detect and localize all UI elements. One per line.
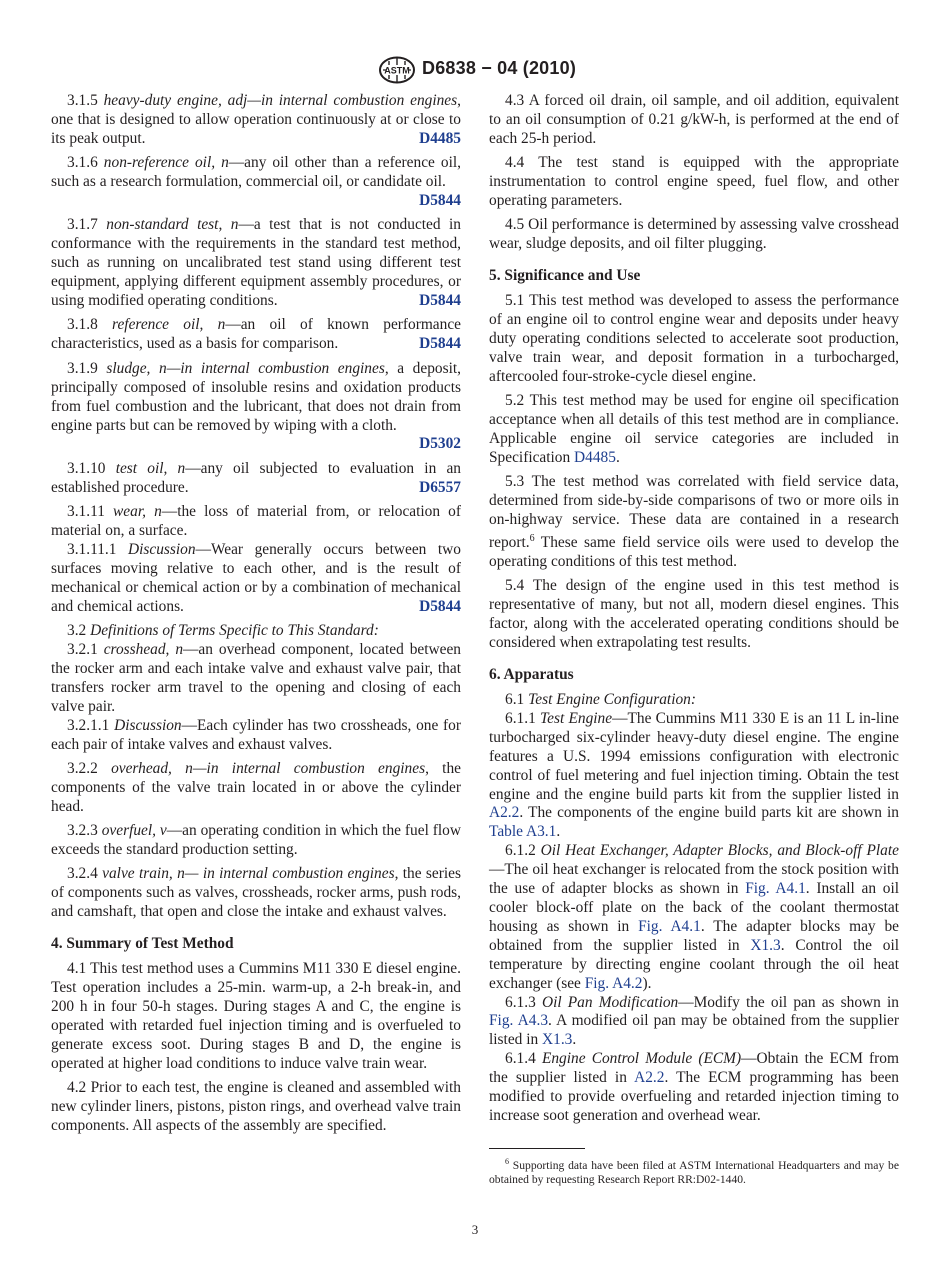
definition-3-2-4: 3.2.4 valve train, n— in internal combustion engines, the series of components such as valves, crossheads, rocker arms, push rods, and camshaft, that open and close the intake and exhaust valves. <box>51 865 461 921</box>
document-id: D6838 − 04 (2010) <box>422 58 577 78</box>
definition-3-2-1-1: 3.2.1.1 Discussion—Each cylinder has two crossheads, one for each pair of intake valves and exhaust valves. <box>51 716 461 753</box>
definition-3-2-1: 3.2.1 crosshead, n—an overhead component, located between the rocker arm and each intake valve and exhaust valve pair, that transfers rocker arm travel to the opening and closing of each valve pair. <box>51 640 461 715</box>
footnote-marker[interactable]: 6 <box>529 533 535 545</box>
paragraph-4-1: 4.1 This test method uses a Cummins M11 330 E diesel engine. Test operation includes a 25-min. warm-up, a 2-h break-in, and 200 h in four 50-h stages. During stages A and C, the engine is operated with retarded fuel injection timing and is overfueled to generate excess soot. During stages B and D, the engine is operated at higher load conditions to induce valve train wear. <box>51 960 461 1072</box>
page-header <box>0 56 950 86</box>
definition-3-1-6: 3.1.6 non-reference oil, n—any oil other than a reference oil, such as a research formulation, commercial oil, or candidate oil. D5844 <box>51 154 461 210</box>
footnote-divider <box>489 1148 585 1149</box>
paragraph-4-2: 4.2 Prior to each test, the engine is cleaned and assembled with new cylinder liners, pistons, piston rings, and overhead valve train components. All aspects of the assembly are specified. <box>51 1079 461 1134</box>
definition-3-1-5: 3.1.5 heavy-duty engine, adj—in internal combustion engines, one that is designed to allow operation continuously at or close to its peak output. D4485 <box>51 92 461 147</box>
link-x1-3[interactable]: X1.3 <box>750 936 781 954</box>
footnote: $^6$ Supporting data have been filed at ASTM International Headquarters and may be obtained by requesting Research Report RR:D02-1440. <box>489 1156 899 1186</box>
link-fig-a4-2[interactable]: Fig. A4.2 <box>584 974 643 992</box>
paragraph-6-1-2: 6.1.2 Oil Heat Exchanger, Adapter Blocks, and Block-off Plate—The oil heat exchanger is relocated from the stock position with the use of adapter blocks as shown in Fig. A4.1. Install an oil cooler block-off plate on the back of the coolant thermostat housing as shown in Fig. A4.1. The adapter blocks may be obtained from the supplier listed in X1.3. Control the oil temperature by directing engine coolant through the oil heat exchanger (see Fig. A4.2). <box>489 842 899 992</box>
paragraph-6-1: 6.1 Test Engine Configuration: <box>505 691 696 708</box>
section-3-2: 3.2 Definitions of Terms Specific to This Standard: <box>67 622 379 640</box>
paragraph-6-1-4: 6.1.4 Engine Control Module (ECM)—Obtain the ECM from the supplier listed in A2.2. The ECM programming has been modified to provide overfueling and retarded injection timing to increase soot generation and overhead wear. <box>489 1050 900 1124</box>
paragraph-5-4: 5.4 The design of the engine used in this test method is representative of many, but not all, modern diesel engines. This factor, along with the accelerated operating conditions should be considered when extrapolating test results. <box>489 577 899 652</box>
link-fig-a4-1[interactable]: Fig. A4.1 <box>638 917 701 935</box>
section-heading-4: 4. Summary of Test Method <box>51 935 234 953</box>
definition-3-1-10: 3.1.10 test oil, n—any oil subjected to evaluation in an established procedure. D6557 <box>51 459 461 496</box>
link-fig-a4-1[interactable]: Fig. A4.1 <box>745 880 806 898</box>
page-number: 3 <box>471 1222 479 1237</box>
paragraph-5-1: 5.1 This test method was developed to assess the performance of an engine oil to control engine wear and deposits under heavy duty operating conditions selected to accelerate soot production, valve train wear, and deposit formation in a turbocharged, aftercooled four-stroke-cycle diesel engine. <box>489 292 899 385</box>
link-fig-a4-3[interactable]: Fig. A4.3 <box>489 1012 549 1030</box>
astm-logo-icon <box>378 56 416 84</box>
source-ref[interactable]: D5302 <box>419 435 461 453</box>
link-d4485[interactable]: D4485 <box>574 448 616 466</box>
definition-3-2-3: 3.2.3 overfuel, v—an operating condition in which the fuel flow exceeds the standard production setting. <box>51 822 461 859</box>
left-column <box>51 92 461 1141</box>
section-heading-6: 6. Apparatus <box>489 666 574 684</box>
source-ref[interactable]: D6557 <box>419 478 461 496</box>
paragraph-4-4: 4.4 The test stand is equipped with the appropriate instrumentation to control engine speed, fuel flow, and other operating parameters. <box>489 154 899 210</box>
source-ref[interactable]: D5844 <box>419 597 461 615</box>
link-x1-3[interactable]: X1.3 <box>542 1031 573 1049</box>
definition-3-2-2: 3.2.2 overhead, n—in internal combustion engines, the components of the valve train located in or above the cylinder head. <box>51 759 461 815</box>
link-a2-2[interactable]: A2.2 <box>489 804 520 822</box>
definition-3-1-9: 3.1.9 sludge, n—in internal combustion engines, a deposit, principally composed of insoluble resins and oxidation products from fuel combustion and the lubricant, that does not drain from engine parts but can be removed by wiping with a cloth. D5302 <box>51 359 461 453</box>
source-ref[interactable]: D5844 <box>419 292 461 310</box>
source-ref[interactable]: D4485 <box>419 129 461 147</box>
paragraph-4-5: 4.5 Oil performance is determined by assessing valve crosshead wear, sludge deposits, and oil filter plugging. <box>489 216 899 253</box>
paragraph-5-3: 5.3 The test method was correlated with field service data, determined from side-by-side comparisons of two or more oils in on-highway service. These data are contained in a research report.$^6$ These same field service oils were used to develop the operating conditions of this test method. <box>489 473 899 571</box>
source-ref[interactable]: D5844 <box>419 192 461 210</box>
definition-3-1-8: 3.1.8 reference oil, n—an oil of known performance characteristics, used as a basis for comparison. D5844 <box>51 316 461 353</box>
source-ref[interactable]: D5844 <box>419 335 461 353</box>
paragraph-6-1-1: 6.1.1 Test Engine—The Cummins M11 330 E is an 11 L in-line turbocharged six-cylinder heavy-duty diesel engine. The engine features a U.S. 1994 emissions configuration with electronic control of fuel metering and fuel injection timing. Obtain the test engine and the engine build parts kit from the supplier listed in A2.2. The components of the engine build parts kit are shown in Table A3.1. <box>489 709 899 841</box>
paragraph-4-3: 4.3 A forced oil drain, oil sample, and oil addition, equivalent to an oil consumption of 0.21 g/kW-h, is performed at the end of each 25-h period. <box>489 92 899 147</box>
section-heading-5: 5. Significance and Use <box>489 267 641 285</box>
link-table-a3-1[interactable]: Table A3.1 <box>489 823 557 841</box>
right-column <box>489 92 899 1187</box>
paragraph-5-2: 5.2 This test method may be used for engine oil specification acceptance when all details of this test method are in compliance. Applicable engine oil service categories are included in Specification D4485. <box>489 392 899 466</box>
definition-3-1-11: 3.1.11 wear, n—the loss of material from, or relocation of material on, a surface. <box>51 503 461 540</box>
definition-3-1-11-1: 3.1.11.1 Discussion—Wear generally occurs between two surfaces moving relative to each other, and is the result of mechanical or chemical action or by a combination of mechanical and chemical actions. D5844 <box>51 540 461 615</box>
svg-text:ASTM: ASTM <box>384 65 410 76</box>
link-a2-2[interactable]: A2.2 <box>634 1069 665 1087</box>
definition-3-1-7: 3.1.7 non-standard test, n—a test that is not conducted in conformance with the requirements in the standard test method, such as running on uncalibrated test stand using different test equipment, applying different equipment assembly procedures, or using modified operating conditions. D5844 <box>51 216 461 310</box>
paragraph-6-1-3: 6.1.3 Oil Pan Modification—Modify the oil pan as shown in Fig. A4.3. A modified oil pan may be obtained from the supplier listed in X1.3. <box>489 993 899 1049</box>
